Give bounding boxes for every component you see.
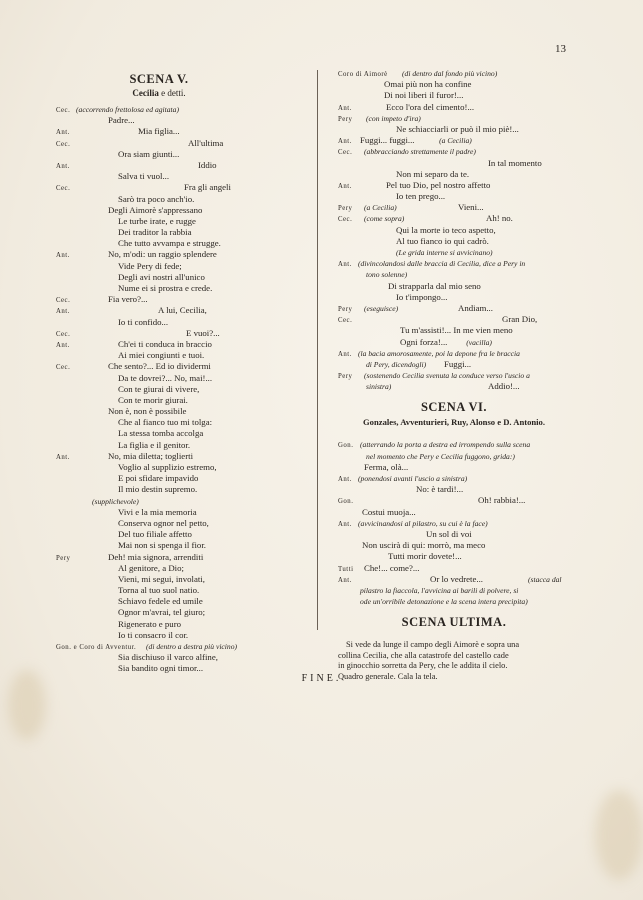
dialogue-line <box>338 303 570 314</box>
stage-direction: nel momento che Pery e Cecilia fuggono, grida:) <box>366 451 515 461</box>
verse-text: Io ti consacro il cor. <box>118 629 189 640</box>
dialogue-line <box>56 160 262 171</box>
verse-text: Il mio destin supremo. <box>118 484 198 495</box>
dialogue-line <box>56 149 262 160</box>
paper-stain <box>595 790 643 880</box>
dialogue-line <box>338 113 570 124</box>
speaker-name: Gon. <box>338 442 354 450</box>
dialogue-line <box>338 381 570 392</box>
speaker-name: Pery <box>338 115 353 123</box>
dialogue-line <box>338 451 570 462</box>
dialogue-line <box>56 529 262 540</box>
verse-text: Sarò tra poco anch'io. <box>118 193 195 204</box>
speaker-name: Ant. <box>56 129 70 137</box>
dialogue-line <box>56 406 262 417</box>
verse-text: Da te dovrei?... No, mai!... <box>118 372 213 383</box>
speaker-name: Cec. <box>56 297 71 305</box>
scene-title: SCENA ULTIMA. <box>401 615 507 630</box>
speaker-name: Ant. <box>338 138 352 146</box>
paragraph-line: collina Cecilia, che alla catastrofe del castello cade <box>338 650 509 660</box>
page-number: 13 <box>555 43 566 55</box>
verse-text: E poi sfidare impavido <box>118 473 199 484</box>
speaker-name: Cec. <box>56 330 71 338</box>
verse-text: Degli Aimorè s'appressano <box>108 204 203 215</box>
dialogue-line <box>56 205 262 216</box>
dialogue-line <box>338 337 570 348</box>
verse-text: Ne schiacciarli or può il mio piè!... <box>396 123 519 134</box>
dialogue-block <box>56 104 262 675</box>
scene-title: SCENA V. <box>129 72 189 86</box>
stage-direction: di Pery, dicendogli) <box>366 359 427 369</box>
verse-text: Che sento?... Ed io dividermi <box>108 361 211 372</box>
speaker-name: Pery <box>338 205 353 213</box>
stage-direction: (accorrendo frettolosa ed agitata) <box>76 105 179 114</box>
speaker-name: Tutti <box>338 565 354 573</box>
dialogue-line <box>338 258 570 269</box>
dialogue-line <box>338 68 570 79</box>
dialogue-line <box>56 496 262 507</box>
verse-text: Or lo vedrete... <box>430 573 484 584</box>
paragraph-line: Quadro generale. Cala la tela. <box>338 672 438 682</box>
speaker-name: Pery <box>56 554 71 562</box>
stage-direction: pilastro la fiaccola, l'avvicina ai barili di polvere, si <box>360 585 519 595</box>
scene-subtitle: Gonzales, Avventurieri, Ruy, Alonso e D. Antonio. <box>363 417 545 428</box>
verse-text: Qui la morte io teco aspetto, <box>396 224 496 235</box>
stage-direction: (divincolandosi dalle braccia di Cecilia, dice a Pery in <box>358 259 526 269</box>
speaker-name: Gon. <box>338 498 354 506</box>
speaker-name: Ant. <box>56 308 70 316</box>
verse-text: Ah! no. <box>486 213 513 224</box>
verse-text: La stessa tomba accolga <box>118 428 204 439</box>
verse-text: Mai non si spenga il fior. <box>118 540 206 551</box>
verse-text: Di noi liberi il furor!... <box>384 90 464 101</box>
dialogue-line <box>56 596 262 607</box>
verse-text: In tal momento <box>488 157 542 168</box>
speaker-name: Ant. <box>338 520 352 528</box>
dialogue-line <box>338 314 570 325</box>
speaker-name: Cec. <box>56 185 71 193</box>
verse-text: Fia vero?... <box>108 294 148 305</box>
dialogue-line <box>56 563 262 574</box>
verse-text: Degli avi nostri all'unico <box>118 271 205 282</box>
dialogue-line <box>56 440 262 451</box>
dialogue-line <box>56 574 262 585</box>
stage-direction: (eseguisce) <box>364 303 399 313</box>
speaker-name: Ant. <box>56 341 70 349</box>
verse-text: Che al fianco tuo mi tolga: <box>118 417 213 428</box>
paragraph-line: in ginocchio sorretta da Pery, che le addita il cielo. <box>338 661 508 671</box>
speaker-name: Ant. <box>338 261 352 269</box>
verse-text: Di strapparla dal mio seno <box>388 280 481 291</box>
verse-text: Con te giurai di vivere, <box>118 383 200 394</box>
dialogue-line <box>338 563 570 574</box>
paragraph-line: Si vede da lunge il campo degli Aimorè e sopra una <box>346 640 520 650</box>
spacer <box>338 392 570 398</box>
verse-text: Io ti confido... <box>118 316 169 327</box>
verse-text: Al tuo fianco io qui cadrò. <box>396 235 489 246</box>
dialogue-line <box>56 182 262 193</box>
dialogue-line <box>338 191 570 202</box>
stage-direction: (avvicinandosi al pilastro, su cui è la face) <box>358 518 488 528</box>
dialogue-line <box>338 529 570 540</box>
dialogue-line <box>338 225 570 236</box>
dialogue-line <box>56 317 262 328</box>
verse-text: Vivi e la mia memoria <box>118 506 197 517</box>
dialogue-line <box>56 373 262 384</box>
stage-direction: (ponendosi avanti l'uscio a sinistra) <box>358 474 468 483</box>
dialogue-line <box>338 180 570 191</box>
dialogue-line <box>338 574 570 585</box>
left-column <box>56 66 262 675</box>
verse-text: Iddio <box>198 159 217 170</box>
dialogue-line <box>56 607 262 618</box>
verse-text: Dei traditor la rabbia <box>118 227 192 238</box>
verse-text: Vieni, mi segui, involati, <box>118 573 205 584</box>
dialogue-line <box>56 384 262 395</box>
speaker-name: Cec. <box>56 364 71 372</box>
stage-direction: (sostenendo Cecilia svenuta la conduce verso l'uscio a <box>364 371 530 381</box>
dialogue-line <box>56 249 262 260</box>
speaker-name: Gon. e Coro di Avventur. <box>56 644 137 651</box>
verse-text: Tu m'assisti!... In me vien meno <box>400 325 513 336</box>
dialogue-line <box>56 395 262 406</box>
dialogue-line <box>56 361 262 372</box>
dialogue-line <box>56 350 262 361</box>
verse-text: Con te morir giurai. <box>118 394 188 405</box>
stage-direction: (vacilla) <box>466 337 492 347</box>
scene-subtitle: Cecilia e detti. <box>132 88 186 98</box>
dialogue-line <box>56 305 262 316</box>
dialogue-line <box>338 146 570 157</box>
stage-direction: (stacca dal <box>528 574 562 584</box>
verse-text: Non uscirà di qui: morrò, ma meco <box>362 540 486 551</box>
verse-text: Nume ei si prostra e crede. <box>118 283 213 293</box>
verse-text: No, m'odi: un raggio splendere <box>108 249 217 260</box>
dialogue-line <box>338 213 570 224</box>
dialogue-line <box>56 227 262 238</box>
dialogue-line <box>338 202 570 213</box>
dialogue-line <box>338 292 570 303</box>
dialogue-line <box>338 102 570 113</box>
dialogue-line <box>56 451 262 462</box>
dialogue-line <box>338 551 570 562</box>
dialogue-line <box>338 370 570 381</box>
dialogue-line <box>338 79 570 90</box>
dialogue-line <box>56 283 262 294</box>
verse-text: Rigenerato e puro <box>118 618 182 629</box>
spacer <box>338 632 570 638</box>
verse-text: Pel tuo Dio, pel nostro affetto <box>386 179 491 190</box>
verse-text: Conserva ognor nel petto, <box>118 517 209 528</box>
stage-direction: sinistra) <box>366 382 392 392</box>
verse-text: E vuoi?... <box>186 327 220 338</box>
verse-text: Torna al tuo suol natio. <box>118 585 200 596</box>
stage-direction: tono solenne) <box>366 270 408 280</box>
speaker-name: Pery <box>338 305 353 313</box>
verse-text: Del tuo filiale affetto <box>118 529 192 540</box>
dialogue-line <box>56 328 262 339</box>
dialogue-line <box>338 518 570 529</box>
dialogue-line <box>56 630 262 641</box>
dialogue-line <box>338 484 570 495</box>
verse-text: Costui muoja... <box>362 506 416 517</box>
verse-text: Fuggi... fuggi... <box>360 135 415 146</box>
dialogue-line <box>338 507 570 518</box>
dialogue-line <box>56 484 262 495</box>
dialogue-line <box>56 552 262 563</box>
dialogue-line <box>56 417 262 428</box>
dialogue-line <box>56 171 262 182</box>
stage-direction: (Le grida interne si avvicinano) <box>396 248 493 257</box>
stage-direction: (a Cecilia) <box>364 203 397 213</box>
dialogue-line <box>56 428 262 439</box>
dialogue-line <box>338 124 570 135</box>
dialogue-line <box>56 261 262 272</box>
stage-direction: (atterrando la porta a destra ed irrompendo sulla scena <box>360 440 531 450</box>
verse-text: Oh! rabbia!... <box>478 495 526 506</box>
speaker-name: Cec. <box>338 317 353 325</box>
speaker-name: Ant. <box>338 576 352 584</box>
dialogue-line <box>338 596 570 607</box>
dialogue-line <box>56 138 262 149</box>
dialogue-line <box>56 238 262 249</box>
verse-text: Ogni forza!... <box>400 336 448 347</box>
dialogue-line <box>56 272 262 283</box>
dialogue-line <box>56 641 262 652</box>
dialogue-line <box>338 236 570 247</box>
verse-text: Andiam... <box>458 302 493 313</box>
verse-text: Ai miei congiunti e tuoi. <box>118 350 205 361</box>
verse-text: Io t'impongo... <box>396 291 448 302</box>
verse-text: Fra gli angeli <box>184 182 231 193</box>
speaker-name: Pery <box>338 373 353 381</box>
stage-direction: ode un'orribile detonazione e la scena intera precipita) <box>360 597 528 607</box>
verse-text: Che tutto avvampa e strugge. <box>118 238 221 249</box>
verse-text: Schiavo fedele ed umile <box>118 596 203 607</box>
verse-text: Ferma, olà... <box>364 461 409 472</box>
dialogue-line <box>56 194 262 205</box>
verse-text: Gran Dio, <box>502 314 538 325</box>
speaker-name: Cec. <box>338 149 353 157</box>
verse-text: Io ten prego... <box>396 191 446 202</box>
dialogue-line <box>56 585 262 596</box>
verse-text: Che!... come?... <box>364 562 420 573</box>
verse-text: Ch'ei ti conduca in braccio <box>118 338 212 349</box>
dialogue-block <box>338 68 570 683</box>
dialogue-line <box>338 439 570 450</box>
dialogue-line <box>56 507 262 518</box>
dialogue-line <box>56 540 262 551</box>
verse-text: Sia dischiuso il varco alfine, <box>118 652 218 663</box>
dialogue-line <box>338 325 570 336</box>
verse-text: No, mia diletta; toglierti <box>108 450 194 461</box>
speaker-name: Ant. <box>56 162 70 170</box>
verse-text: Al genitore, a Dio; <box>118 562 184 573</box>
stage-direction: (di dentro a destra più vicino) <box>146 642 238 651</box>
verse-text: Ora siam giunti... <box>118 148 180 159</box>
verse-text: No: è tardi!... <box>416 484 464 495</box>
dialogue-line <box>338 473 570 484</box>
speaker-name: Coro di Aimorè <box>338 71 388 78</box>
verse-text: Vieni... <box>458 202 484 213</box>
dialogue-line <box>56 473 262 484</box>
dialogue-line <box>56 126 262 137</box>
dialogue-line <box>338 269 570 280</box>
dialogue-line <box>338 281 570 292</box>
verse-text: Padre... <box>108 115 135 126</box>
stage-direction: (la bacia amorosamente, poi la depone fra le braccia <box>358 348 520 358</box>
verse-text: Addio!... <box>488 381 520 392</box>
stage-direction: (di dentro dal fondo più vicino) <box>402 69 498 78</box>
verse-text: Voglio al supplizio estremo, <box>118 462 217 472</box>
verse-text: Mia figlia... <box>138 126 180 137</box>
dialogue-line <box>338 247 570 258</box>
stage-direction: (supplichevole) <box>92 496 139 506</box>
dialogue-line <box>56 115 262 126</box>
dialogue-line <box>338 495 570 506</box>
speaker-name: Ant. <box>338 182 352 190</box>
dialogue-line <box>56 104 262 115</box>
verse-text: Ognor m'avrai, tel giuro; <box>118 607 206 618</box>
spacer <box>338 607 570 613</box>
dialogue-line <box>338 585 570 596</box>
dialogue-line <box>338 90 570 101</box>
verse-text: All'ultima <box>188 137 224 148</box>
dialogue-line <box>56 294 262 305</box>
verse-text: Non è, non è possibile <box>108 406 187 417</box>
dialogue-line <box>56 339 262 350</box>
verse-text: A lui, Cecilia, <box>158 305 207 316</box>
speaker-name: Ant. <box>56 252 70 260</box>
dialogue-line <box>338 462 570 473</box>
stage-direction: (con impeto d'ira) <box>366 113 421 123</box>
verse-text: Non mi separo da te. <box>396 168 470 179</box>
stage-direction: (abbracciando strettamente il padre) <box>364 147 476 157</box>
dialogue-line <box>338 359 570 370</box>
speaker-name: Ant. <box>338 104 352 112</box>
verse-text: La figlia e il genitor. <box>118 439 191 450</box>
speaker-name: Cec. <box>56 140 71 148</box>
verse-text: Omai più non ha confine <box>384 79 472 90</box>
speaker-name: Ant. <box>338 350 352 358</box>
verse-text: Deh! mia signora, arrenditi <box>108 551 204 562</box>
speaker-name: Cec. <box>56 107 71 114</box>
verse-text: Fuggi... <box>444 358 472 369</box>
dialogue-line <box>56 652 262 663</box>
verse-text: Ecco l'ora del cimento!... <box>386 101 475 112</box>
dialogue-line <box>56 462 262 473</box>
dialogue-line <box>56 216 262 227</box>
dialogue-line <box>338 158 570 169</box>
scene-title: SCENA VI. <box>420 400 488 415</box>
verse-text: Tutti morir dovete!... <box>388 551 462 562</box>
dialogue-line <box>338 348 570 359</box>
dialogue-line <box>338 169 570 180</box>
speaker-name: Ant. <box>56 453 70 461</box>
verse-text: Le turbe irate, e rugge <box>118 215 196 226</box>
stage-direction: (come sopra) <box>364 214 405 224</box>
column-divider <box>317 70 318 630</box>
verse-text: Un sol di voi <box>426 528 472 539</box>
dialogue-line <box>56 619 262 630</box>
dialogue-line <box>338 540 570 551</box>
dialogue-line <box>338 135 570 146</box>
verse-text: Sia bandito ogni timor... <box>118 663 204 674</box>
speaker-name: Ant. <box>338 476 352 483</box>
stage-direction: (a Cecilia) <box>439 136 472 146</box>
dialogue-line <box>56 518 262 529</box>
verse-text: Salva ti vuol... <box>118 171 170 182</box>
end-mark: FINE. <box>301 673 342 684</box>
right-column <box>338 68 570 683</box>
speaker-name: Cec. <box>338 216 353 224</box>
verse-text: Vide Pery di fede; <box>118 260 182 271</box>
